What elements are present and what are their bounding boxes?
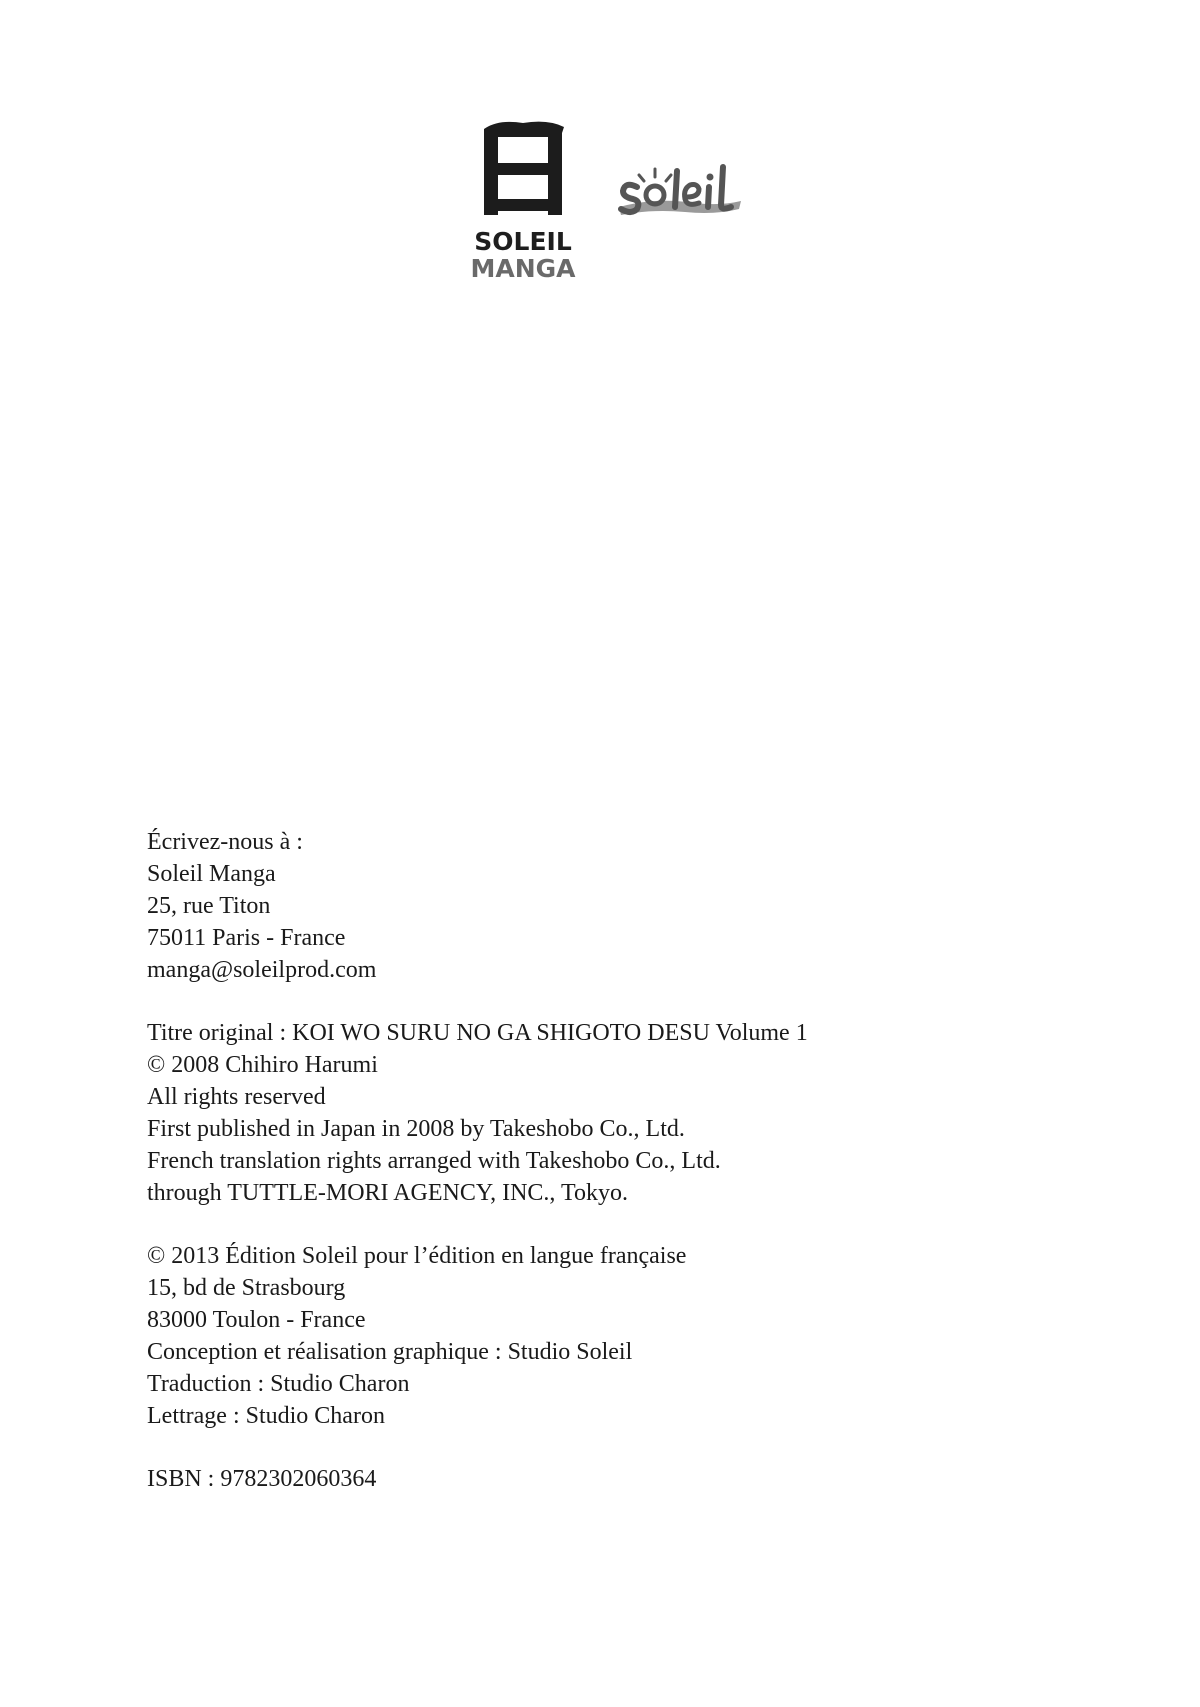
sun-kanji-logo-icon xyxy=(478,115,568,223)
publisher-logos xyxy=(470,115,770,290)
soleil-wordmark-logo-icon xyxy=(615,157,745,227)
contact-line-city: 75011 Paris - France xyxy=(147,925,346,951)
soleil-manga-logo-line2: MANGA xyxy=(470,254,576,283)
soleil-logo xyxy=(615,157,745,227)
contact-block xyxy=(147,826,376,986)
isbn-block xyxy=(147,1463,376,1495)
soleil-manga-logo xyxy=(470,115,576,285)
contact-line-company: Soleil Manga xyxy=(147,861,276,887)
edition-line-design: Conception et réalisation graphique : Studio Soleil xyxy=(147,1339,633,1365)
edition-block xyxy=(147,1240,686,1432)
contact-line-email: manga@soleilprod.com xyxy=(147,957,377,983)
rights-line-agency: through TUTTLE-MORI AGENCY, INC., Tokyo. xyxy=(147,1180,628,1206)
edition-line-translation: Traduction : Studio Charon xyxy=(147,1371,410,1397)
contact-line-heading: Écrivez-nous à : xyxy=(147,829,303,855)
rights-line-first-published: First published in Japan in 2008 by Takeshobo Co., Ltd. xyxy=(147,1116,685,1142)
contact-line-street: 25, rue Titon xyxy=(147,893,271,919)
isbn-line: ISBN : 9782302060364 xyxy=(147,1466,377,1492)
edition-line-lettering: Lettrage : Studio Charon xyxy=(147,1403,385,1429)
edition-line-city: 83000 Toulon - France xyxy=(147,1307,366,1333)
rights-line-copyright: © 2008 Chihiro Harumi xyxy=(147,1052,378,1078)
rights-block xyxy=(147,1017,808,1209)
rights-line-reserved: All rights reserved xyxy=(147,1084,326,1110)
rights-line-original-title: Titre original : KOI WO SURU NO GA SHIGOTO DESU Volume 1 xyxy=(147,1020,808,1046)
edition-line-copyright: © 2013 Édition Soleil pour l’édition en langue française xyxy=(147,1243,687,1269)
edition-line-street: 15, bd de Strasbourg xyxy=(147,1275,346,1301)
soleil-manga-logo-line1: SOLEIL xyxy=(474,227,572,256)
rights-line-translation-rights: French translation rights arranged with Takeshobo Co., Ltd. xyxy=(147,1148,721,1174)
